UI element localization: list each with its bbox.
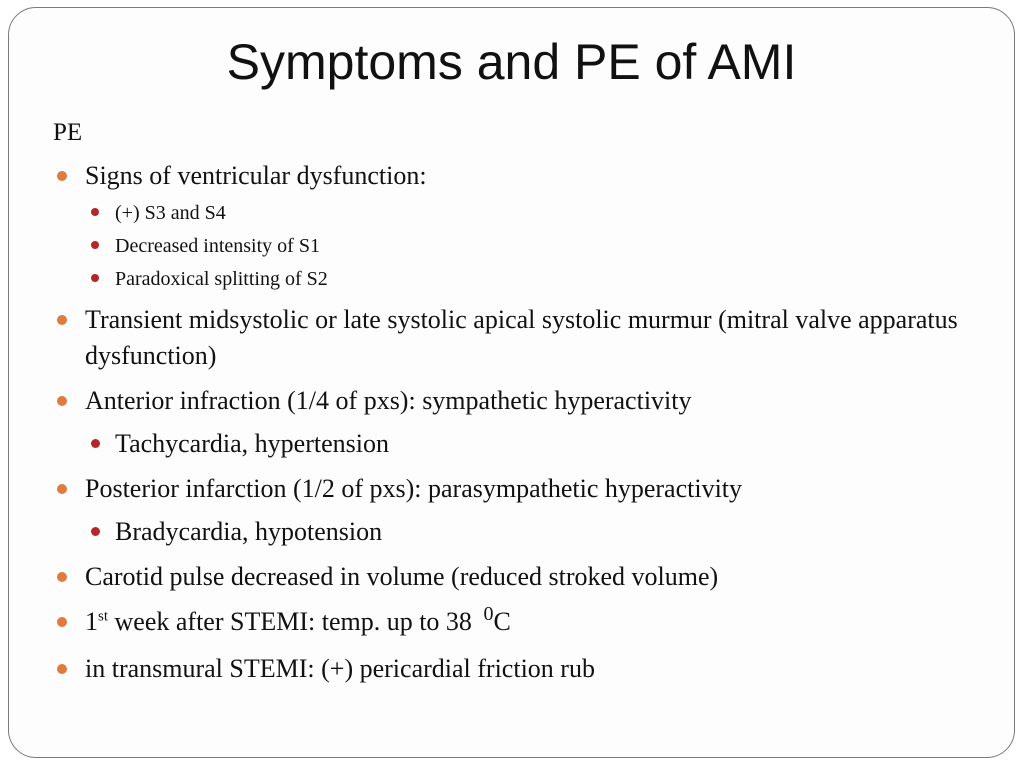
- bullet-icon: [57, 315, 67, 325]
- sub-bullet-item: [53, 265, 993, 293]
- sub-bullet-item: [53, 232, 993, 260]
- bullet-text: in transmural STEMI: (+) pericardial friction rub: [85, 654, 595, 683]
- sub-bullet-text: Tachycardia, hypertension: [115, 429, 389, 458]
- section-label: PE: [53, 119, 83, 146]
- bullet-icon: [57, 484, 67, 494]
- bullet-item: [53, 158, 993, 194]
- sub-bullet-item: [53, 426, 993, 462]
- bullet-text: Transient midsystolic or late systolic apical systolic murmur (mitral valve apparatus dysfunction): [85, 305, 958, 370]
- sub-bullet-text: (+) S3 and S4: [115, 202, 226, 224]
- bullet-text: Signs of ventricular dysfunction:: [85, 161, 427, 190]
- bullet-item: [53, 604, 993, 642]
- ordinal-superscript: st: [98, 608, 109, 625]
- bullet-text: Posterior infarction (1/2 of pxs): parasympathetic hyperactivity: [85, 474, 743, 503]
- bullet-text: week after STEMI: temp. up to 38: [108, 607, 479, 636]
- bullet-item: [53, 302, 993, 374]
- sub-bullet-text: Decreased intensity of S1: [115, 235, 320, 257]
- bullet-item: [53, 471, 993, 507]
- sub-bullet-item: [53, 199, 993, 227]
- bullet-icon: [57, 572, 67, 582]
- bullet-text: Anterior infraction (1/4 of pxs): sympathetic hyperactivity: [85, 386, 692, 415]
- sub-bullet-icon: [91, 439, 100, 448]
- bullet-text: C: [493, 607, 511, 636]
- sub-bullet-icon: [91, 527, 100, 536]
- bullet-icon: [57, 664, 67, 674]
- sub-bullet-item: [53, 514, 993, 550]
- slide-content: [53, 116, 993, 696]
- sub-bullet-icon: [91, 208, 99, 216]
- sub-bullet-icon: [91, 274, 99, 282]
- bullet-item: [53, 651, 993, 687]
- degree-symbol: 0: [483, 603, 494, 625]
- bullet-item: [53, 383, 993, 419]
- sub-bullet-text: Bradycardia, hypotension: [115, 517, 383, 546]
- bullet-item: [53, 559, 993, 595]
- slide-title: Symptoms and PE of AMI: [226, 34, 797, 90]
- bullet-text: Carotid pulse decreased in volume (reduced stroked volume): [85, 562, 719, 591]
- sub-bullet-icon: [91, 241, 99, 249]
- bullet-icon: [57, 396, 67, 406]
- bullet-icon: [57, 171, 67, 181]
- bullet-icon: [57, 617, 67, 627]
- slide-frame: [8, 7, 1015, 758]
- bullet-text: 1: [85, 607, 98, 636]
- sub-bullet-text: Paradoxical splitting of S2: [115, 268, 328, 290]
